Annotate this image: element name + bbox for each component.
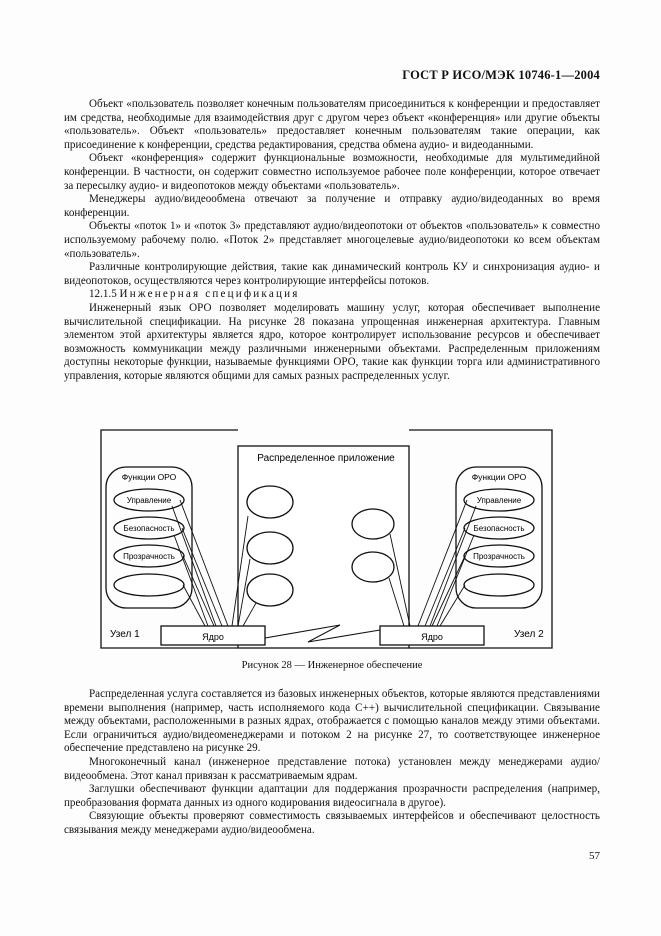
transparency-label-right: Прозрачность <box>473 552 525 561</box>
app-object-left-1 <box>247 486 293 518</box>
kernel-label-1: Ядро <box>202 632 224 642</box>
section-title: Инженерная спецификация <box>119 288 300 301</box>
app-object-right-2 <box>352 552 394 582</box>
after-figure-text <box>64 688 600 838</box>
figure-caption: Рисунок 28 — Инженерное обеспечение <box>241 660 423 671</box>
paragraph: Связующие объекты проверяют совместимость связываемых интерфейсов и обеспечивают целостность связывания между менеджерами аудио/видеообмена. <box>64 810 600 836</box>
function-right-empty <box>464 574 534 596</box>
paragraph: Заглушки обеспечивают функции адаптации для поддержания прозрачности распределения (например, преобразования формата данных из одного кодирования видеосигнала в другое). <box>64 783 600 809</box>
function-left-empty <box>114 574 184 596</box>
node-2-frame <box>409 430 552 648</box>
node-1-label: Узел 1 <box>110 629 140 640</box>
page-number: 57 <box>589 850 600 862</box>
security-label-right: Безопасность <box>473 524 525 533</box>
oro-functions-label-right: Функции ОРО <box>471 472 527 482</box>
paragraph: Объект «конференция» содержит функциональные возможности, необходимые для мультимедийной конференции. В частности, он содержит совместно используемое рабочее поле конференции, которое отвечает за пересылку аудио- и видеопотоков между объектами «пользователь». <box>64 152 600 192</box>
node-2-label: Узел 2 <box>514 629 544 640</box>
paragraph: Менеджеры аудио/видеообмена отвечают за получение и отправку аудио/видеоданных во время конференции. <box>64 193 600 219</box>
oro-functions-label-left: Функции ОРО <box>121 472 177 482</box>
paragraph: Объект «пользователь позволяет конечным пользователям присоединиться к конференции и предоставляет им средства, необходимые для взаимодействия друг с другом через объект «конференция» или другие объекты «пользователь». Объект «пользователь» предоставляет конечным пользователям такие операции, как присоединение к конференции, средства редактирования, средства обмена аудио- и видеоданными. <box>64 98 600 151</box>
kernel-label-2: Ядро <box>421 632 443 642</box>
paragraph: Многоконечный канал (инженерное представление потока) установлен между менеджерами аудио/видеообмена. Этот канал привязан к рассматриваемым ядрам. <box>64 755 600 782</box>
paragraph: Распределенная услуга составляется из базовых инженерных объектов, которые являются представлениями времени выполнения (например, часть исполняемого кода С++) вычислительной спецификации. Связывание между объектами, расположенными в разных ядрах, отображается с помощью каналов между этими объектами. Если ограничиться аудио/видеоменеджерами и потоком 2 на рисунке 27, то соответствующее инженерное обеспечение представлено на рисунке 29. <box>64 688 600 755</box>
paragraph: Объекты «поток 1» и «поток 3» представляют аудио/видеопотоки от объектов «пользователь» к совместно используемому рабочему полю. «Поток 2» представляет многоцелевые аудио/видеопотоки ко всем объектам «пользователь». <box>64 220 600 260</box>
app-object-left-3 <box>247 574 293 606</box>
security-label-left: Безопасность <box>123 524 175 533</box>
distributed-app-title: Распределенное приложение <box>257 453 395 464</box>
app-object-right-1 <box>352 509 394 539</box>
standard-header: ГОСТ Р ИСО/МЭК 10746-1—2004 <box>402 68 600 82</box>
transparency-label-left: Прозрачность <box>123 552 175 561</box>
control-label-right: Управление <box>476 496 522 505</box>
paragraph: Различные контролирующие действия, такие как динамический контроль КУ и синхронизация аудио- и видеопотоков, осуществляются через контролирующие интерфейсы потоков. <box>64 261 600 287</box>
app-object-left-2 <box>247 532 293 564</box>
paragraph: Инженерный язык ОРО позволяет моделировать машину услуг, которая обеспечивает выполнение вычислительной спецификации. На рисунке 28 показана упрощенная инженерная архитектура. Главным элементом этой архитектуры является ядро, которое контролирует использование ресурсов и обеспечивает возможность коммуникации между различными инженерными объектами. Распределенным приложениям доступны некоторые функции, называемые функциями ОРО, такие как функции торга или административного управления, которые являются общими для самых разных распределенных услуг. <box>64 301 600 382</box>
control-label-left: Управление <box>126 496 172 505</box>
section-number: 12.1.5 <box>89 288 117 301</box>
